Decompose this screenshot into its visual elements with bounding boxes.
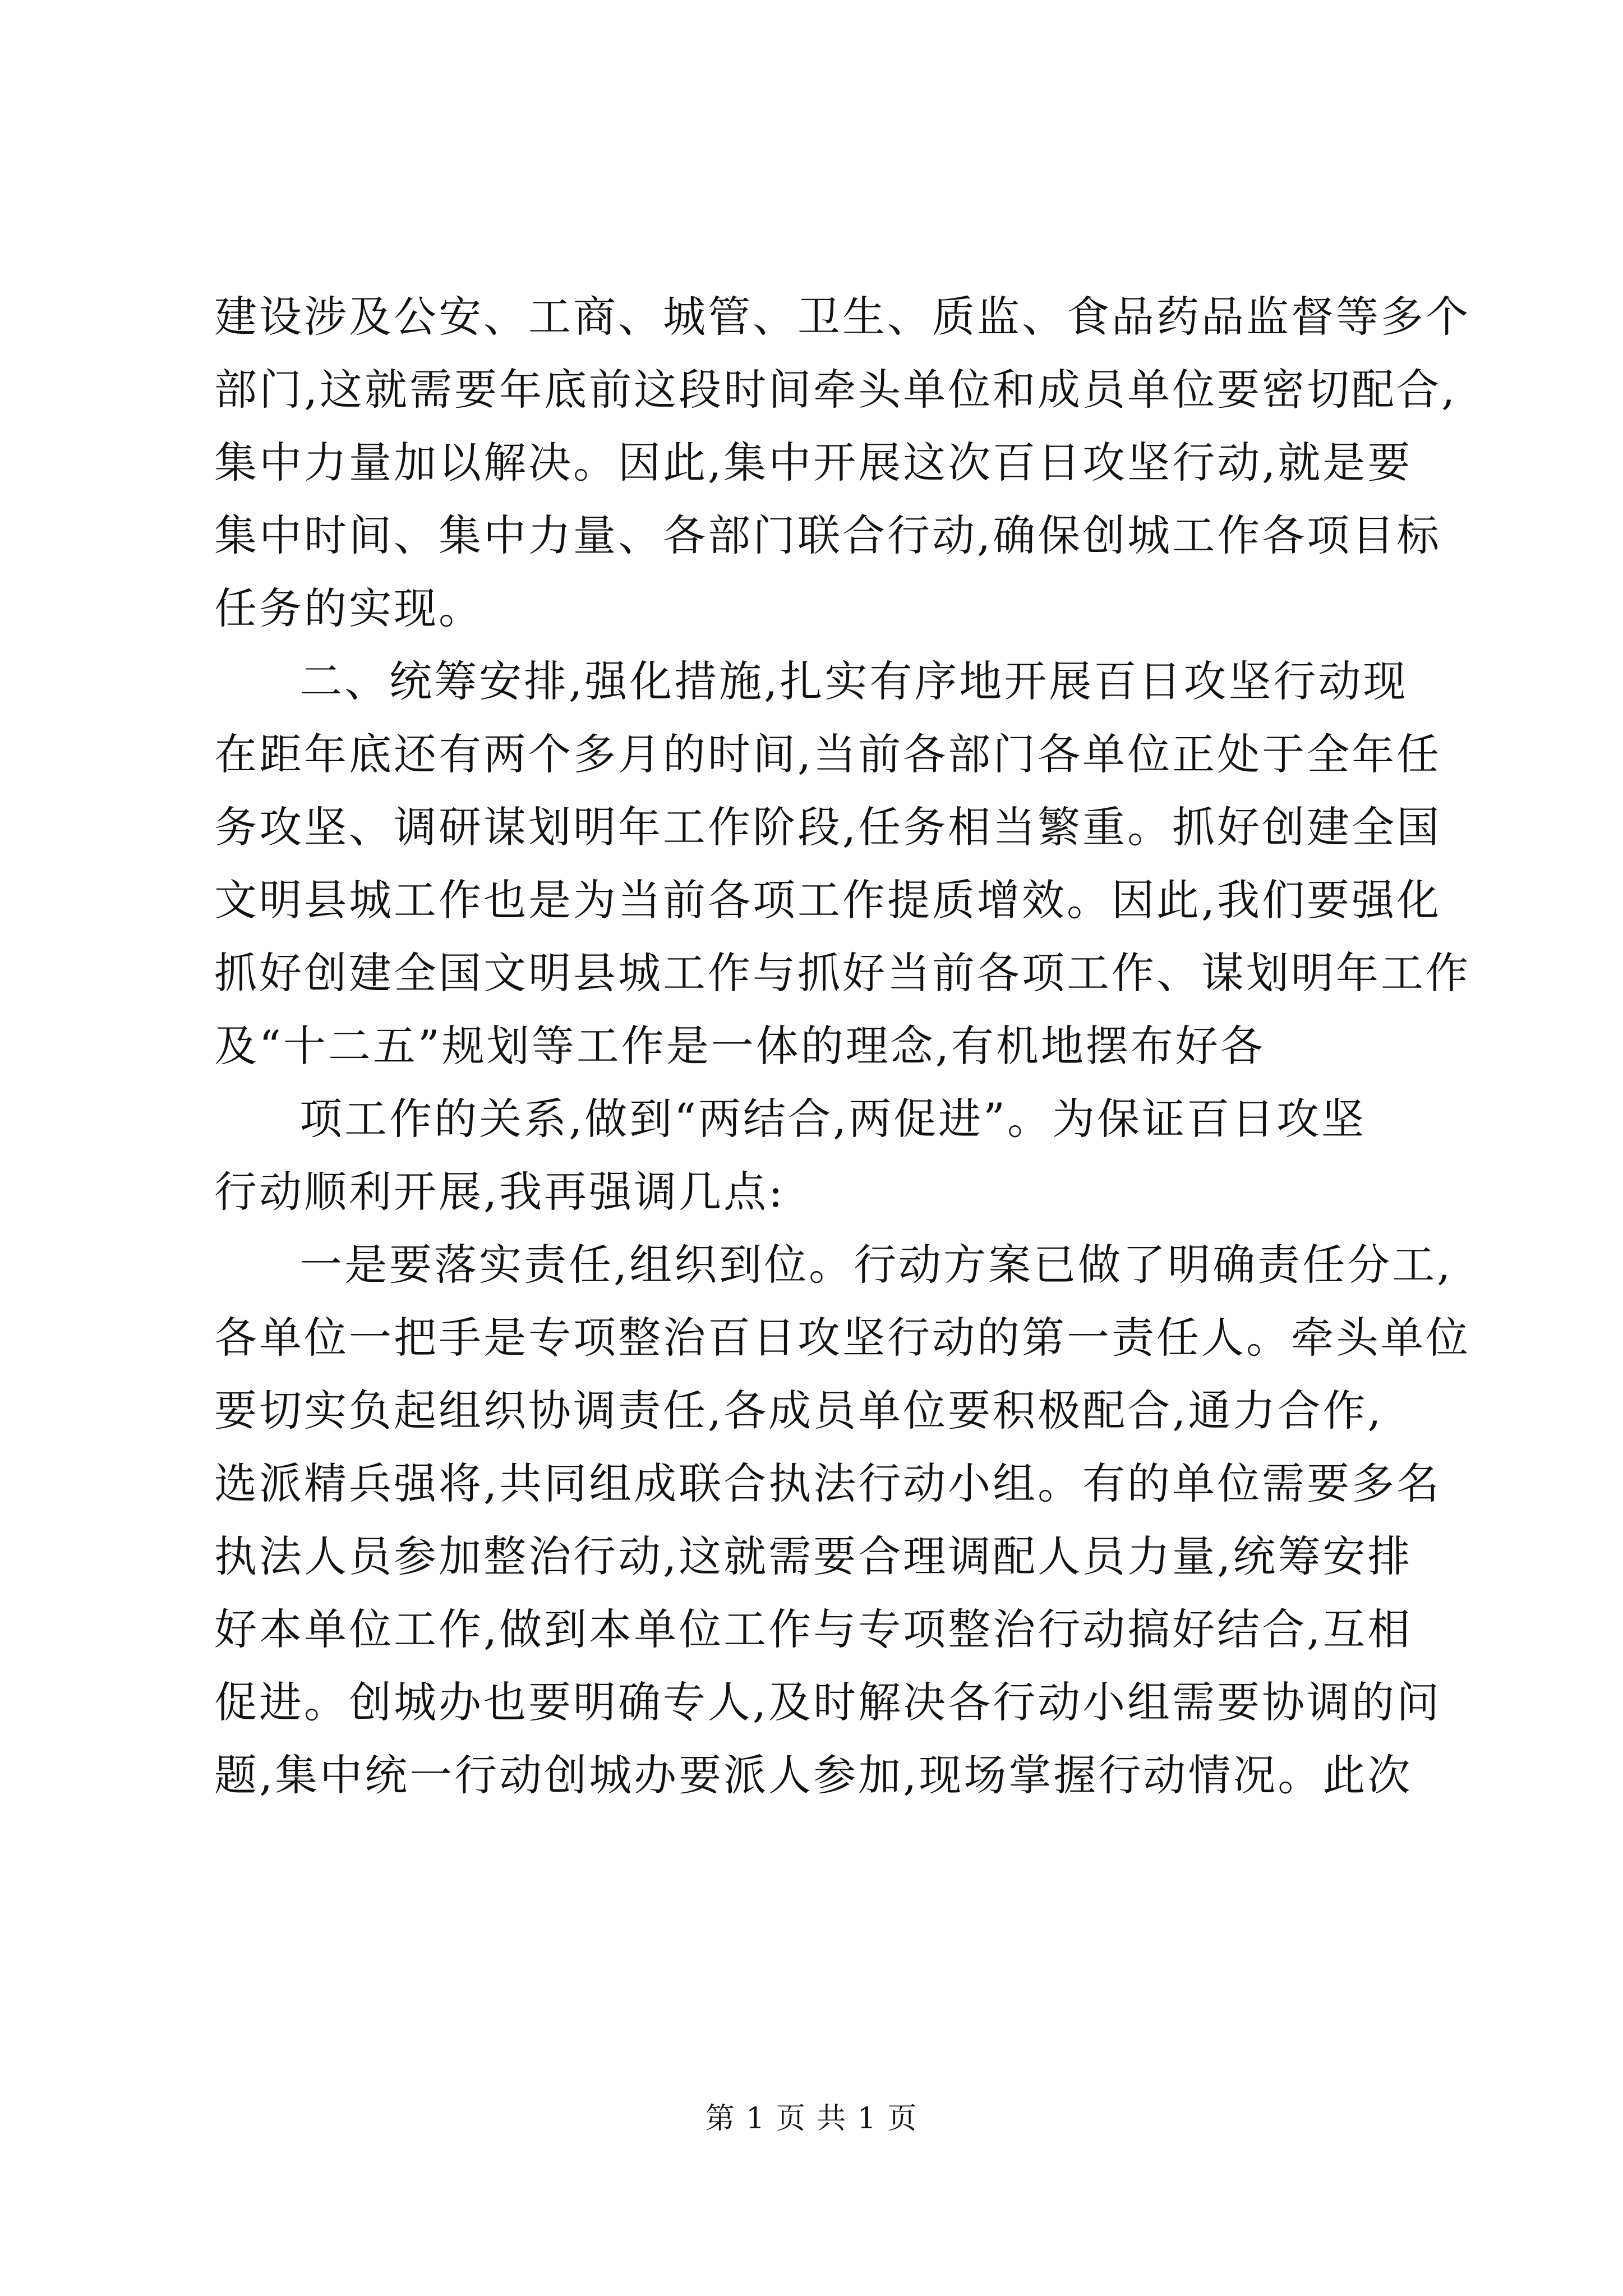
text-line-2: 部门,这就需要年底前这段时间牵头单位和成员单位要密切配合, — [214, 365, 1458, 415]
text-line-4: 集中时间、集中力量、各部门联合行动,确保创城工作各项目标 — [214, 510, 1442, 560]
text-line-6: 二、统筹安排,强化措施,扎实有序地开展百日攻坚行动现 — [299, 656, 1408, 706]
text-line-20: 促进。创城办也要明确专人,及时解决各行动小组需要协调的问 — [214, 1677, 1442, 1727]
text-line-13: 行动顺利开展,我再强调几点: — [214, 1167, 785, 1217]
body-text — [214, 280, 1470, 1812]
page-footer: 第 1 页 共 1 页 — [705, 2102, 918, 2136]
text-line-1: 建设涉及公安、工商、城管、卫生、质监、食品药品监督等多个 — [214, 292, 1470, 342]
text-line-8: 务攻坚、调研谋划明年工作阶段,任务相当繁重。抓好创建全国 — [214, 802, 1442, 852]
text-line-19: 好本单位工作,做到本单位工作与专项整治行动搞好结合,互相 — [214, 1604, 1413, 1654]
text-line-5: 任务的实现。 — [214, 583, 483, 633]
text-line-21: 题,集中统一行动创城办要派人参加,现场掌握行动情况。此次 — [214, 1750, 1413, 1800]
text-line-9: 文明县城工作也是为当前各项工作提质增效。因此,我们要强化 — [214, 875, 1442, 925]
text-line-12: 项工作的关系,做到“两结合,两促进”。为保证百日攻坚 — [299, 1094, 1367, 1144]
text-line-17: 选派精兵强将,共同组成联合执法行动小组。有的单位需要多名 — [214, 1458, 1442, 1508]
text-line-11: 及“十二五”规划等工作是一体的理念,有机地摆布好各 — [214, 1021, 1265, 1071]
text-line-15: 各单位一把手是专项整治百日攻坚行动的第一责任人。牵头单位 — [214, 1313, 1470, 1363]
text-line-7: 在距年底还有两个多月的时间,当前各部门各单位正处于全年任 — [214, 729, 1442, 779]
text-line-18: 执法人员参加整治行动,这就需要合理调配人员力量,统筹安排 — [214, 1531, 1413, 1581]
text-line-10: 抓好创建全国文明县城工作与抓好当前各项工作、谋划明年工作 — [214, 948, 1470, 998]
text-line-14: 一是要落实责任,组织到位。行动方案已做了明确责任分工, — [299, 1240, 1453, 1290]
text-line-16: 要切实负起组织协调责任,各成员单位要积极配合,通力合作, — [214, 1386, 1384, 1435]
text-line-3: 集中力量加以解决。因此,集中开展这次百日攻坚行动,就是要 — [214, 438, 1413, 487]
